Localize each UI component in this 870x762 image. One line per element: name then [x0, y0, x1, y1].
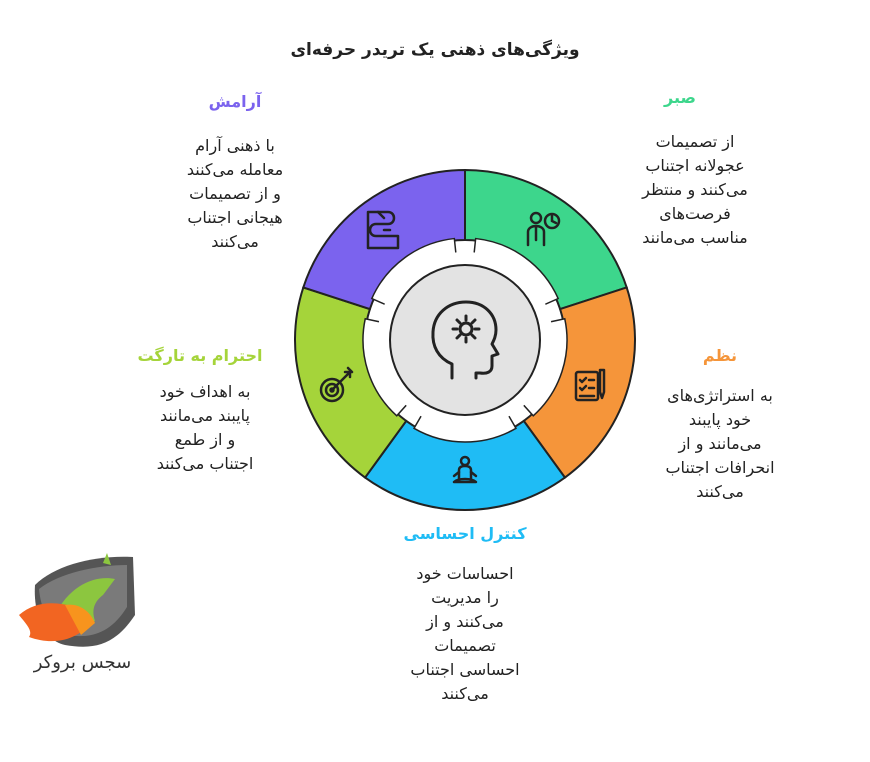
text-emotional-control: احساسات خود را مدیریت می‌کنند و از تصمیمات احساسی اجتناب می‌کنند: [410, 564, 520, 703]
heading-calmness: آرامش: [208, 92, 262, 111]
text-target-respect: به اهداف خود پایبند می‌مانند و از طمع اجتناب می‌کنند: [156, 382, 254, 473]
text-calmness: با ذهنی آرام معامله می‌کنند و از تصمیمات هیجانی اجتناب می‌کنند: [186, 136, 284, 251]
heading-target-respect: احترام به تارگت: [137, 346, 263, 365]
page-title: ویژگی‌های ذهنی یک تریدر حرفه‌ای: [290, 40, 580, 60]
heading-emotional-control: کنترل احساسی: [403, 524, 527, 543]
heading-patience: صبر: [664, 88, 696, 107]
logo-text: سجس بروکر: [33, 652, 132, 673]
heading-discipline: نظم: [702, 346, 738, 365]
text-patience: از تصمیمات عجولانه اجتناب می‌کنند و منتظر فرصت‌های مناسب می‌مانند: [642, 132, 748, 247]
text-discipline: به استراتژی‌های خود پایبند می‌مانند و از انحرافات اجتناب می‌کنند: [665, 386, 775, 501]
